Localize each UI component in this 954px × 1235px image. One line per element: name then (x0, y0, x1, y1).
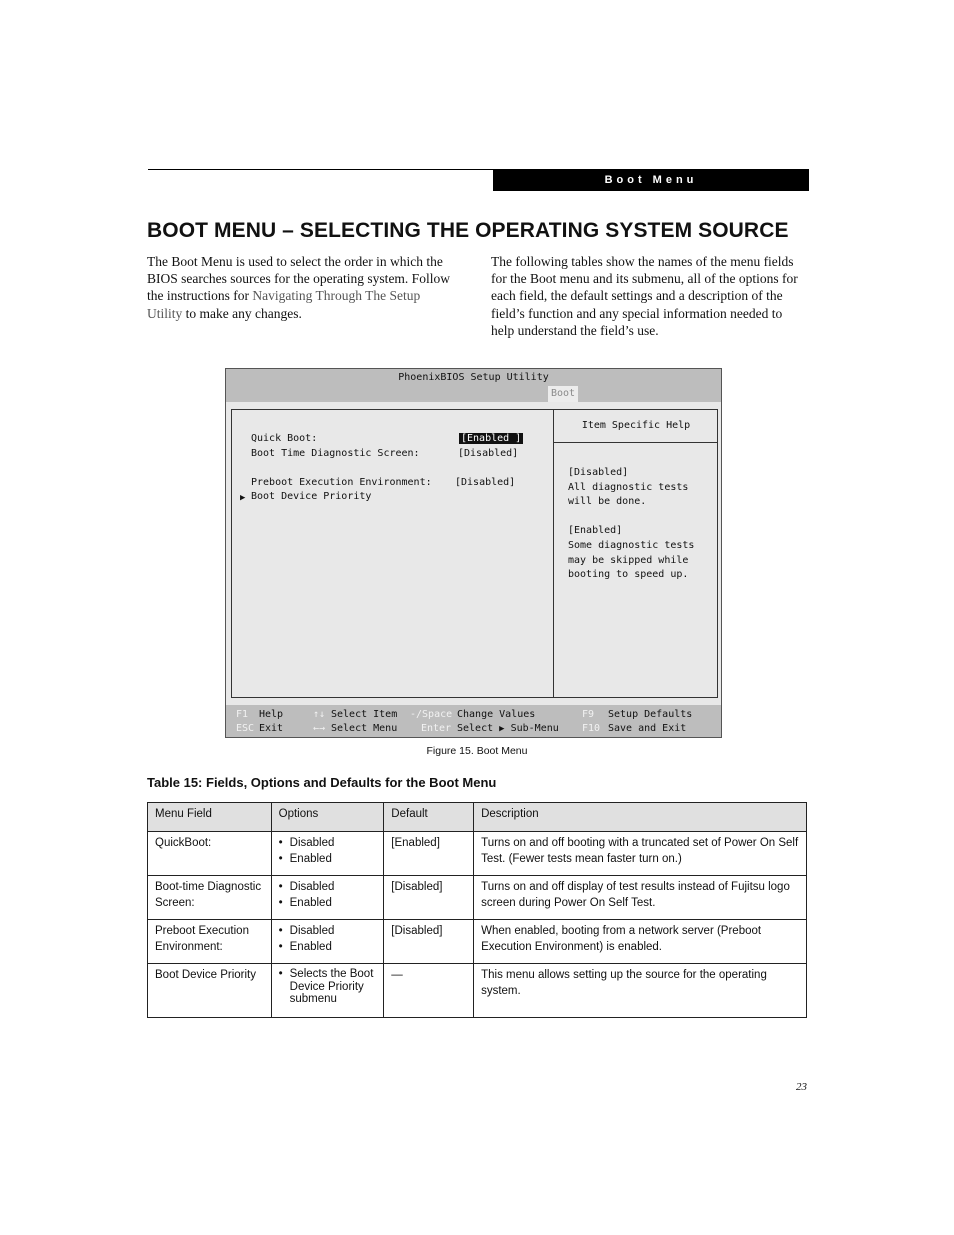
bullet-icon: • (278, 837, 283, 849)
section-tab-label: Boot Menu (604, 174, 698, 186)
bios-tab-boot[interactable]: Boot (548, 386, 578, 402)
key-space: -/Space (410, 709, 453, 720)
bullet-icon: • (278, 940, 283, 953)
bios-field-boot-device-priority[interactable]: Boot Device Priority (251, 491, 372, 502)
bios-main-panel (231, 409, 718, 698)
figure-caption: Figure 15. Boot Menu (426, 745, 528, 757)
table-cell-field: Boot-time Diagnostic Screen: (148, 876, 272, 920)
table-cell-field: Boot Device Priority (148, 964, 272, 1018)
table-header-row (148, 803, 807, 832)
bios-field-preboot-label: Preboot Execution Environment: (251, 477, 432, 488)
key-f9-label: Setup Defaults (608, 709, 693, 720)
option-item: • Selects the Boot Device Priority submenu (278, 968, 374, 1005)
left-right-arrows-icon: ←→ (313, 723, 326, 734)
bios-field-boot-time-diagnostic-value[interactable]: [Disabled] (458, 448, 519, 459)
bios-screen (225, 368, 722, 738)
option-item: • Disabled (279, 836, 377, 852)
key-enter: Enter (421, 723, 452, 734)
bullet-icon: • (278, 925, 283, 937)
key-space-label: Change Values (457, 709, 536, 720)
key-f9: F9 (582, 709, 595, 720)
table-cell-default: — (384, 964, 474, 1018)
table-title: Table 15: Fields, Options and Defaults for the Boot Menu (147, 775, 497, 790)
key-f10-label: Save and Exit (608, 723, 687, 734)
key-f1: F1 (236, 709, 249, 720)
bullet-icon: • (278, 852, 283, 865)
enter-arrow-icon: ▶ (499, 724, 505, 734)
page-number: 23 (796, 1081, 807, 1093)
table-row (148, 964, 807, 1018)
key-updown-label: Select Item (331, 709, 398, 720)
bios-field-quick-boot-label: Quick Boot: (251, 433, 318, 444)
bios-help-title: Item Specific Help (581, 420, 691, 431)
table-cell-description: Turns on and off booting with a truncated set of Power On Self Test. (Fewer tests mean faster turn on.) (474, 832, 807, 876)
table-cell-options (271, 832, 384, 876)
submenu-arrow-icon: ▶ (240, 493, 246, 503)
table-cell-description: Turns on and off display of test results instead of Fujitsu logo screen during Power On Self Test. (474, 876, 807, 920)
option-item: • Disabled (279, 924, 377, 940)
table-row (148, 832, 807, 876)
key-leftright-label: Select Menu (331, 723, 398, 734)
bios-help-divider (553, 442, 718, 443)
intro-left-paragraph: The Boot Menu is used to select the order in which the BIOS searches sources for the operating system. Follow the instructions for Navigating Through The Setup Utility to make any changes. (147, 254, 450, 321)
option-item: • Enabled (279, 852, 377, 868)
key-esc-label: Exit (259, 723, 284, 734)
navigating-link[interactable]: Navigating Through The Setup Utility (147, 288, 421, 321)
bios-field-boot-time-diagnostic-label: Boot Time Diagnostic Screen: (251, 448, 420, 459)
table-cell-default: [Enabled] (384, 832, 474, 876)
table-cell-default: [Disabled] (384, 920, 474, 964)
bios-field-preboot-value[interactable]: [Disabled] (455, 477, 516, 488)
bios-panel-divider (553, 410, 554, 697)
bios-help-text: [Disabled] All diagnostic tests will be done. [Enabled] Some diagnostic tests may be skipped while booting to speed up. (568, 467, 695, 581)
option-item: • Enabled (279, 940, 377, 956)
header-rule (148, 169, 493, 170)
table-cell-default: [Disabled] (384, 876, 474, 920)
bios-footer-keys (226, 705, 721, 737)
boot-menu-fields-table (147, 802, 807, 1018)
table-header-description: Description (474, 803, 807, 832)
bullet-icon: • (278, 881, 283, 893)
bios-menu-bar (226, 386, 721, 402)
table-header-menu-field: Menu Field (148, 803, 272, 832)
up-down-arrows-icon: ↑↓ (313, 709, 326, 720)
table-cell-field: QuickBoot: (148, 832, 272, 876)
table-cell-description: This menu allows setting up the source for the operating system. (474, 964, 807, 1018)
table-cell-options (271, 876, 384, 920)
key-esc: ESC (236, 723, 255, 734)
table-header-default: Default (384, 803, 474, 832)
page-title: BOOT MENU – SELECTING THE OPERATING SYSTEM SOURCE (147, 219, 789, 242)
table-cell-options (271, 964, 384, 1018)
bullet-icon: • (278, 968, 283, 980)
table-cell-description: When enabled, booting from a network server (Preboot Execution Environment) is enabled. (474, 920, 807, 964)
section-tab (493, 169, 809, 191)
table-row (148, 920, 807, 964)
bios-field-quick-boot-value[interactable]: [Enabled ] (461, 433, 522, 444)
table-cell-field: Preboot Execution Environment: (148, 920, 272, 964)
table-header-options: Options (271, 803, 384, 832)
key-f1-label: Help (259, 709, 284, 720)
bios-title-bar: PhoenixBIOS Setup Utility (226, 369, 721, 386)
option-item: • Enabled (279, 896, 377, 912)
table-cell-options (271, 920, 384, 964)
intro-right-paragraph: The following tables show the names of the menu fields for the Boot menu and its submenu, all of the options for each field, the default settings and a description of the field’s function and any special information needed to help understand the field’s use. (491, 254, 798, 338)
bullet-icon: • (278, 896, 283, 909)
table-row (148, 876, 807, 920)
key-f10: F10 (582, 723, 601, 734)
option-item: • Disabled (279, 880, 377, 896)
key-enter-label: Select ▶ Sub-Menu (457, 723, 559, 734)
